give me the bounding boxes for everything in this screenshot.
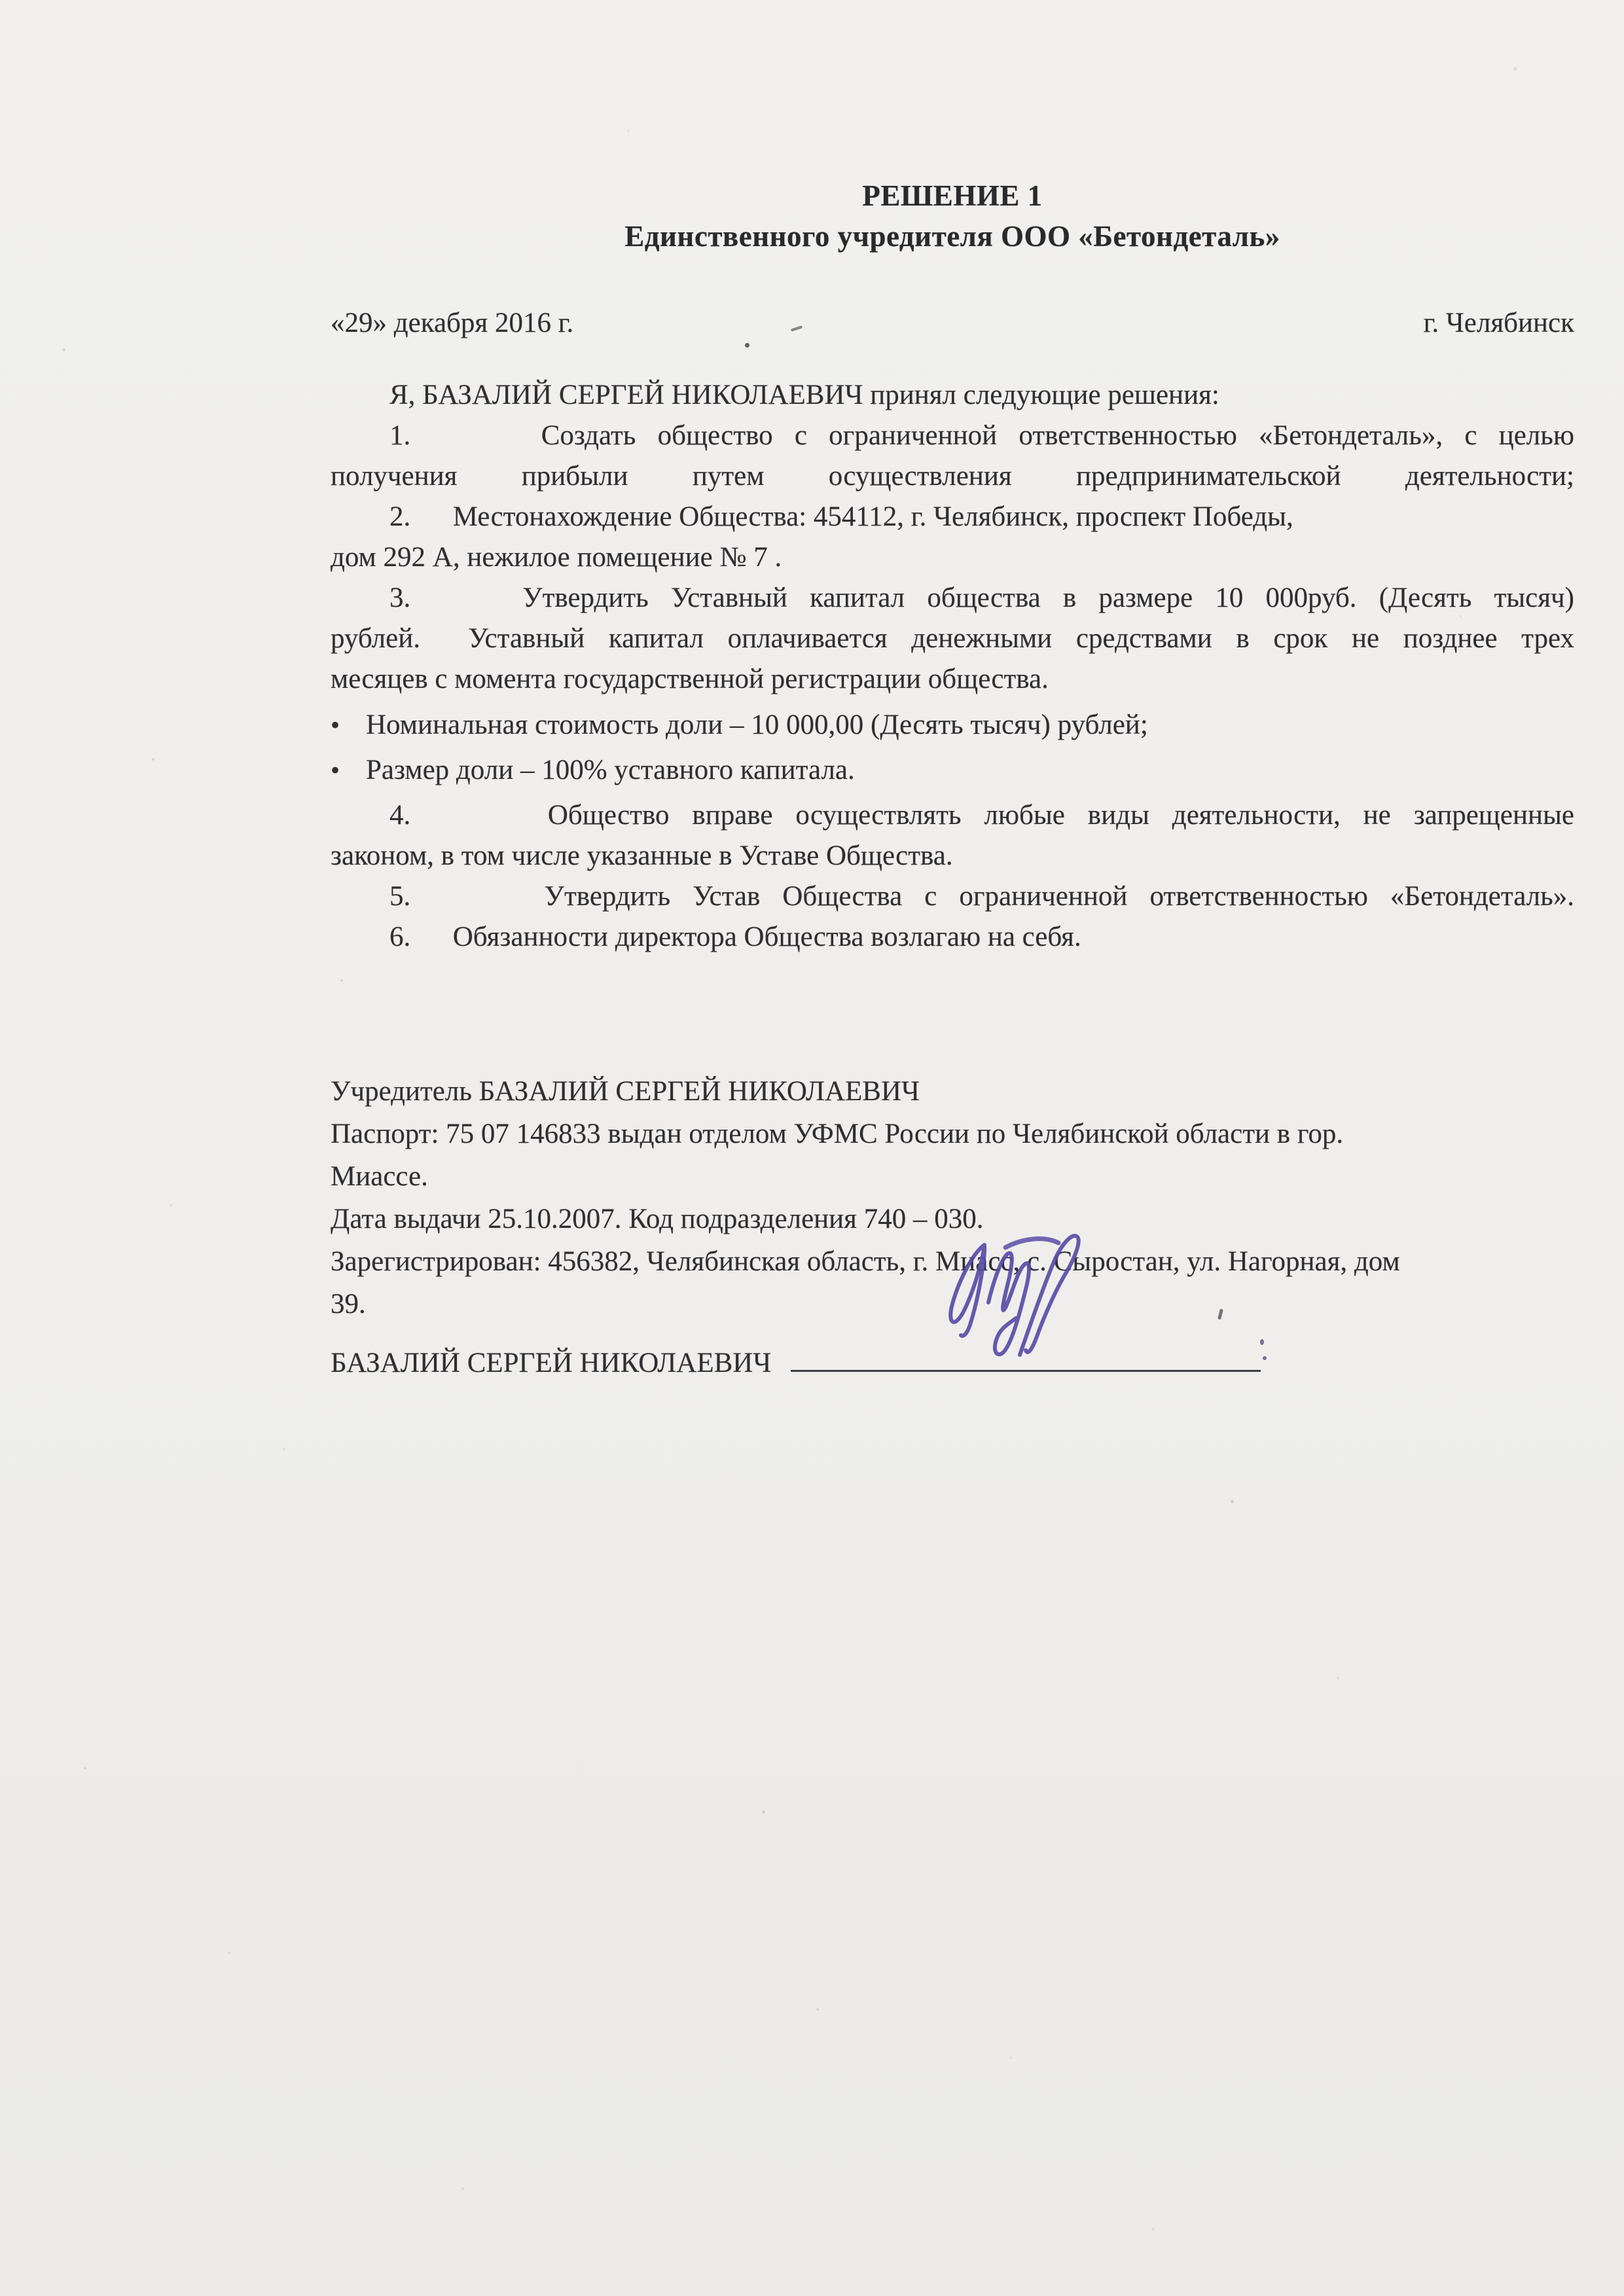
scan-speckle — [1460, 615, 1462, 617]
list-item — [331, 705, 1574, 745]
decision-item-2 — [331, 497, 1574, 578]
decision-item-4 — [331, 795, 1574, 876]
passport-line-cont: Миассе. — [331, 1161, 428, 1192]
item-line: дом 292 А, нежилое помещение № 7 . — [331, 542, 782, 573]
scan-speckle — [1513, 67, 1517, 71]
scan-speckle — [762, 1810, 765, 1814]
ink-dot — [745, 343, 749, 348]
registration-line-cont: 39. — [331, 1289, 366, 1319]
scan-speckle — [1152, 2228, 1155, 2231]
scan-speckle — [1231, 1500, 1234, 1503]
title-line-1: РЕШЕНИЕ 1 — [862, 179, 1043, 212]
item-line: получения прибыли путем осуществления предпринимательской деятельности; — [331, 461, 1574, 492]
scan-speckle — [627, 130, 630, 132]
item-line: рублей. Уставный капитал оплачивается денежными средствами в срок не позднее трех — [331, 623, 1574, 654]
scan-speckle — [1337, 1677, 1339, 1679]
bullet-icon: • — [331, 710, 340, 740]
scan-speckle — [62, 348, 65, 351]
item-line: 5. Утвердить Устав Общества с ограниченной ответственностью «Бетондеталь». — [389, 881, 1574, 912]
scan-speckle — [228, 1952, 230, 1954]
document-title — [331, 175, 1574, 257]
decision-item-3 — [331, 578, 1574, 700]
date-place-row — [331, 302, 1574, 344]
scan-speckle — [170, 1204, 172, 1206]
scan-speckle — [283, 1448, 285, 1450]
share-bullet-list — [331, 705, 1574, 791]
list-item — [331, 750, 1574, 791]
registration-line: Зарегистрирован: 456382, Челябинская область, г. Миасс, с. Сыростан, ул. Нагорная, дом — [331, 1246, 1400, 1277]
decision-item-5 — [331, 876, 1574, 917]
document-date: «29» декабря 2016 г. — [331, 308, 574, 338]
passport-line: Паспорт: 75 07 146833 выдан отделом УФМС России по Челябинской области в гор. — [331, 1119, 1344, 1149]
scan-speckle — [461, 2187, 464, 2190]
signatory-name: БАЗАЛИЙ СЕРГЕЙ НИКОЛАЕВИЧ — [331, 1348, 772, 1378]
ink-dot — [1263, 1356, 1267, 1360]
scan-speckle — [1536, 899, 1538, 902]
scan-speckle — [152, 758, 154, 761]
decision-item-6 — [331, 917, 1574, 958]
item-line: законом, в том числе указанные в Уставе Общества. — [331, 840, 953, 871]
founder-name-line: Учредитель БАЗАЛИЙ СЕРГЕЙ НИКОЛАЕВИЧ — [331, 1076, 920, 1107]
document-city: г. Челябинск — [1423, 308, 1574, 338]
item-line: 6. Обязанности директора Общества возлагаю на себя. — [389, 922, 1081, 952]
scan-speckle — [816, 2008, 819, 2011]
item-line: 3. Утвердить Уставный капитал общества в размере 10 000руб. (Десять тысяч) — [389, 583, 1574, 613]
scan-speckle — [84, 1767, 86, 1770]
intro-paragraph: Я, БАЗАЛИЙ СЕРГЕЙ НИКОЛАЕВИЧ принял следующие решения: — [389, 380, 1219, 410]
signature-line — [791, 1340, 1261, 1372]
item-line: 4. Общество вправе осуществлять любые виды деятельности, не запрещенные — [389, 800, 1574, 831]
item-line: месяцев с момента государственной регистрации общества. — [331, 664, 1049, 694]
title-line-2: Единственного учредителя ООО «Бетондеталь» — [624, 220, 1280, 253]
issue-date-line: Дата выдачи 25.10.2007. Код подразделения 740 – 030. — [331, 1204, 984, 1234]
signature-row — [331, 1340, 1574, 1384]
item-line: 2. Местонахождение Общества: 454112, г. Челябинск, проспект Победы, — [389, 501, 1293, 532]
founder-details — [331, 1070, 1574, 1325]
decision-item-1 — [331, 416, 1574, 497]
bullet-text: Номинальная стоимость доли – 10 000,00 (Десять тысяч) рублей; — [366, 709, 1148, 740]
ink-dot — [1260, 1339, 1264, 1345]
scan-speckle — [1009, 2056, 1012, 2059]
bullet-text: Размер доли – 100% уставного капитала. — [366, 755, 855, 785]
bullet-icon: • — [331, 755, 340, 785]
decision-body — [331, 375, 1574, 958]
scan-speckle — [340, 979, 343, 982]
document-content — [331, 175, 1574, 1384]
item-line: 1. Создать общество с ограниченной ответственностью «Бетондеталь», с целью — [389, 420, 1574, 451]
